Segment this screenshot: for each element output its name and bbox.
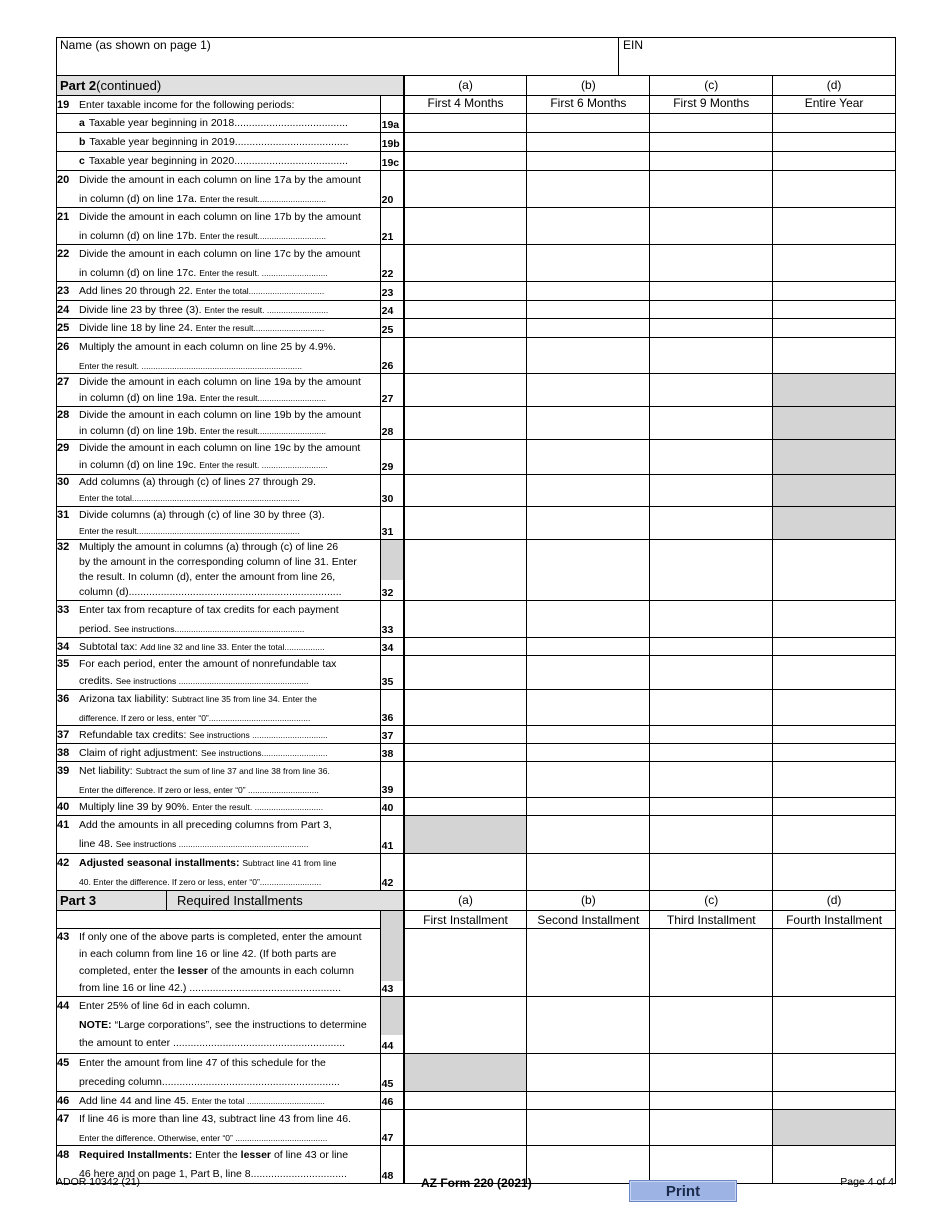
amount-input[interactable] — [404, 171, 527, 207]
amount-input[interactable] — [526, 690, 649, 725]
amount-input[interactable] — [526, 338, 649, 373]
amount-input[interactable] — [404, 638, 527, 655]
amount-input[interactable] — [649, 656, 772, 689]
amount-input[interactable] — [404, 1110, 527, 1145]
line-33-row: 33 Enter tax from recapture of tax credits for each payment period. See instructions....................................................... 33 — [57, 601, 895, 638]
amount-input[interactable] — [649, 171, 772, 207]
amount-input[interactable] — [526, 319, 649, 337]
amount-input[interactable] — [649, 245, 772, 281]
period-header: First 4 Months — [404, 96, 527, 113]
installment-header: Third Installment — [649, 911, 772, 928]
line-31-row: 31 Divide columns (a) through (c) of line 30 by three (3). Enter the result..................................................................... 31 — [57, 507, 895, 540]
amount-input[interactable] — [649, 407, 772, 439]
line-38-row: 38 Claim of right adjustment: See instructions............................ 38 — [57, 744, 895, 762]
amount-input[interactable] — [772, 744, 895, 761]
amount-input[interactable] — [526, 601, 649, 637]
amount-input[interactable] — [404, 929, 527, 996]
amount-input[interactable] — [649, 507, 772, 539]
line-20-row: 20 Divide the amount in each column on line 17a by the amount in column (d) on line 17a. Enter the result............................. 20 — [57, 171, 895, 208]
installment-header: First Installment — [404, 911, 527, 928]
amount-input[interactable] — [649, 638, 772, 655]
amount-input[interactable] — [649, 475, 772, 506]
line-32-row: 32 Multiply the amount in columns (a) through (c) of line 26 by the amount in the corresponding column of line 31. Enter the result. In column (d), enter the amount from line 26, column (d)......................................................................... 32 — [57, 540, 895, 601]
amount-input[interactable] — [404, 744, 527, 761]
print-button[interactable]: Print — [629, 1180, 737, 1202]
amount-input[interactable] — [526, 540, 649, 600]
amount-input[interactable] — [526, 245, 649, 281]
amount-input[interactable] — [649, 301, 772, 318]
amount-input[interactable] — [772, 1054, 895, 1091]
amount-input[interactable] — [404, 798, 527, 815]
amount-input[interactable] — [526, 152, 649, 170]
amount-input[interactable] — [649, 1110, 772, 1145]
column-b: (b) — [526, 76, 649, 95]
column-a: (a) — [404, 891, 527, 910]
amount-input[interactable] — [404, 133, 527, 151]
line-35-row: 35 For each period, enter the amount of nonrefundable tax credits. See instructions ....................................................... 35 — [57, 656, 895, 690]
amount-input[interactable] — [526, 301, 649, 318]
line-48-row: 48 Required Installments: Enter the lesser of line 43 or line 46 here and on page 1, Part B, line 8................................. 48 — [57, 1146, 895, 1183]
line-47-row: 47 If line 46 is more than line 43, subtract line 43 from line 46. Enter the difference. Otherwise, enter “0” ....................................... 47 — [57, 1110, 895, 1146]
amount-input[interactable] — [404, 690, 527, 725]
amount-input[interactable] — [404, 507, 527, 539]
line-27-row: 27 Divide the amount in each column on line 19a by the amount in column (d) on line 19a. Enter the result............................. 27 — [57, 374, 895, 407]
amount-input[interactable] — [404, 319, 527, 337]
amount-input[interactable] — [649, 726, 772, 743]
line-25-row: 25 Divide line 18 by line 24. Enter the result.............................. 25 — [57, 319, 895, 338]
amount-input[interactable] — [772, 245, 895, 281]
line-19-row: 19 Enter taxable income for the following periods: First 4 Months First 6 Months First 9 Months Entire Year — [57, 96, 895, 114]
amount-input[interactable] — [526, 114, 649, 132]
amount-input[interactable] — [649, 152, 772, 170]
ein-label: EIN — [623, 38, 644, 52]
amount-input[interactable] — [649, 319, 772, 337]
line-19a-row: a Taxable year beginning in 2018....................................... 19a — [57, 114, 895, 133]
amount-input[interactable] — [526, 854, 649, 890]
amount-input[interactable] — [772, 540, 895, 600]
amount-input[interactable] — [404, 301, 527, 318]
amount-input[interactable] — [404, 540, 527, 600]
line-42-row: 42 Adjusted seasonal installments: Subtract line 41 from line 40. Enter the difference. If zero or less, enter “0”.......................... 42 — [57, 854, 895, 891]
name-field[interactable] — [57, 38, 619, 75]
amount-input[interactable] — [526, 171, 649, 207]
amount-input[interactable] — [526, 208, 649, 244]
amount-input[interactable] — [649, 133, 772, 151]
amount-input[interactable] — [404, 997, 527, 1053]
amount-input[interactable] — [772, 601, 895, 637]
amount-input[interactable] — [649, 1054, 772, 1091]
amount-input[interactable] — [772, 798, 895, 815]
amount-input[interactable] — [772, 929, 895, 996]
amount-input[interactable] — [526, 1054, 649, 1091]
amount-input[interactable] — [649, 1092, 772, 1109]
amount-input[interactable] — [404, 208, 527, 244]
line-29-row: 29 Divide the amount in each column on line 19c by the amount in column (d) on line 19c. Enter the result. ............................ 29 — [57, 440, 895, 475]
amount-input[interactable] — [526, 1110, 649, 1145]
shaded-cell — [772, 475, 895, 506]
amount-input[interactable] — [404, 440, 527, 474]
amount-input[interactable] — [526, 929, 649, 996]
amount-input[interactable] — [526, 374, 649, 406]
amount-input[interactable] — [649, 997, 772, 1053]
shaded-cell — [772, 374, 895, 406]
amount-input[interactable] — [649, 1146, 772, 1183]
ein-field[interactable] — [619, 38, 895, 75]
shaded-cell — [404, 1054, 527, 1091]
shaded-cell — [772, 440, 895, 474]
line-28-row: 28 Divide the amount in each column on line 19b by the amount in column (d) on line 19b. Enter the result............................. 28 — [57, 407, 895, 440]
line-46-row: 46 Add line 44 and line 45. Enter the total ................................. 46 — [57, 1092, 895, 1110]
amount-input[interactable] — [526, 638, 649, 655]
period-header: Entire Year — [772, 96, 895, 113]
period-header: First 9 Months — [649, 96, 772, 113]
amount-input[interactable] — [649, 338, 772, 373]
column-d: (d) — [772, 891, 895, 910]
amount-input[interactable] — [772, 816, 895, 853]
amount-input[interactable] — [526, 656, 649, 689]
amount-input[interactable] — [404, 407, 527, 439]
shaded-cell — [404, 816, 527, 853]
amount-input[interactable] — [526, 997, 649, 1053]
amount-input[interactable] — [526, 726, 649, 743]
amount-input[interactable] — [404, 338, 527, 373]
amount-input[interactable] — [404, 656, 527, 689]
amount-input[interactable] — [772, 726, 895, 743]
amount-input[interactable] — [772, 208, 895, 244]
line-40-row: 40 Multiply line 39 by 90%. Enter the result. ............................. 40 — [57, 798, 895, 816]
amount-input[interactable] — [649, 282, 772, 300]
amount-input[interactable] — [772, 282, 895, 300]
amount-input[interactable] — [404, 114, 527, 132]
amount-input[interactable] — [526, 816, 649, 853]
shaded-cell — [772, 507, 895, 539]
part2-header — [57, 76, 895, 96]
line-22-row: 22 Divide the amount in each column on line 17c by the amount in column (d) on line 17c. Enter the result. ............................ 22 — [57, 245, 895, 282]
amount-input[interactable] — [772, 638, 895, 655]
amount-input[interactable] — [649, 114, 772, 132]
amount-input[interactable] — [404, 1092, 527, 1109]
amount-input[interactable] — [526, 1092, 649, 1109]
line-39-row: 39 Net liability: Subtract the sum of line 37 and line 38 from line 36. Enter the difference. If zero or less, enter “0” .............................. 39 — [57, 762, 895, 798]
amount-input[interactable] — [772, 762, 895, 797]
column-c: (c) — [649, 891, 772, 910]
line-26-row: 26 Multiply the amount in each column on line 25 by 4.9%. Enter the result. .................................................................... 26 — [57, 338, 895, 374]
amount-input[interactable] — [649, 690, 772, 725]
line-37-row: 37 Refundable tax credits: See instructions ................................ 37 — [57, 726, 895, 744]
amount-input[interactable] — [649, 540, 772, 600]
amount-input[interactable] — [772, 338, 895, 373]
amount-input[interactable] — [526, 282, 649, 300]
line-21-row: 21 Divide the amount in each column on line 17b by the amount in column (d) on line 17b. Enter the result............................. 21 — [57, 208, 895, 245]
amount-input[interactable] — [649, 374, 772, 406]
amount-input[interactable] — [649, 601, 772, 637]
column-a: (a) — [404, 76, 527, 95]
header-row — [57, 38, 895, 76]
amount-input[interactable] — [404, 475, 527, 506]
line-43-row: 43 If only one of the above parts is completed, enter the amount in each column from line 16 or line 42. (If both parts are completed, enter the lesser of the amounts in each column from line 16 or line 42.) .................................................... 43 — [57, 929, 895, 997]
line-19b-row: b Taxable year beginning in 2019....................................... 19b — [57, 133, 895, 152]
amount-input[interactable] — [772, 656, 895, 689]
amount-input[interactable] — [772, 301, 895, 318]
amount-input[interactable] — [772, 319, 895, 337]
amount-input[interactable] — [404, 374, 527, 406]
line-34-row: 34 Subtotal tax: Add line 32 and line 33. Enter the total................. 34 — [57, 638, 895, 656]
amount-input[interactable] — [526, 475, 649, 506]
column-c: (c) — [649, 76, 772, 95]
line-24-row: 24 Divide line 23 by three (3). Enter the result. .......................... 24 — [57, 301, 895, 319]
amount-input[interactable] — [649, 816, 772, 853]
amount-input[interactable] — [526, 798, 649, 815]
amount-input[interactable] — [404, 152, 527, 170]
amount-input[interactable] — [404, 601, 527, 637]
shaded-cell — [772, 407, 895, 439]
line-36-row: 36 Arizona tax liability: Subtract line 35 from line 34. Enter the difference. If zero or less, enter “0”........................................... 36 — [57, 690, 895, 726]
part3-header — [57, 891, 895, 911]
name-label: Name (as shown on page 1) — [60, 38, 211, 52]
line-19c-row: c Taxable year beginning in 2020....................................... 19c — [57, 152, 895, 171]
amount-input[interactable] — [772, 152, 895, 170]
amount-input[interactable] — [526, 133, 649, 151]
part2-title: Part 2 (continued) — [57, 76, 404, 95]
line-23-row: 23 Add lines 20 through 22. Enter the total................................ 23 — [57, 282, 895, 301]
shaded-cell — [772, 1110, 895, 1145]
line-41-row: 41 Add the amounts in all preceding columns from Part 3, line 48. See instructions ....................................................... 41 — [57, 816, 895, 854]
installment-header: Second Installment — [526, 911, 649, 928]
amount-input[interactable] — [772, 133, 895, 151]
amount-input[interactable] — [404, 762, 527, 797]
installment-header-row — [57, 911, 895, 929]
amount-input[interactable] — [649, 929, 772, 996]
column-d: (d) — [772, 76, 895, 95]
line-45-row: 45 Enter the amount from line 47 of this schedule for the preceding column............................................................. 45 — [57, 1054, 895, 1092]
amount-input[interactable] — [404, 726, 527, 743]
period-header: First 6 Months — [526, 96, 649, 113]
amount-input[interactable] — [649, 440, 772, 474]
amount-input[interactable] — [772, 171, 895, 207]
amount-input[interactable] — [526, 744, 649, 761]
amount-input[interactable] — [526, 440, 649, 474]
amount-input[interactable] — [772, 114, 895, 132]
column-b: (b) — [526, 891, 649, 910]
amount-input[interactable] — [526, 1146, 649, 1183]
amount-input[interactable] — [526, 407, 649, 439]
line-30-row: 30 Add columns (a) through (c) of lines 27 through 29. Enter the total....................................................................... 30 — [57, 475, 895, 507]
amount-input[interactable] — [526, 507, 649, 539]
amount-input[interactable] — [772, 1092, 895, 1109]
form-page — [56, 37, 896, 1184]
amount-input[interactable] — [649, 798, 772, 815]
amount-input[interactable] — [772, 997, 895, 1053]
amount-input[interactable] — [404, 282, 527, 300]
amount-input[interactable] — [404, 854, 527, 890]
amount-input[interactable] — [404, 245, 527, 281]
part3-title: Part 3 Required Installments — [57, 891, 404, 910]
amount-input[interactable] — [649, 854, 772, 890]
line-44-row: 44 Enter 25% of line 6d in each column. NOTE: “Large corporations”, see the instructions to determine the amount to enter ........................................................... 44 — [57, 997, 895, 1054]
installment-header: Fourth Installment — [772, 911, 895, 928]
page-number: Page 4 of 4 — [840, 1176, 894, 1188]
amount-input[interactable] — [772, 690, 895, 725]
form-number: ADOR 10342 (21) — [56, 1176, 141, 1188]
form-title: AZ Form 220 (2021) — [421, 1176, 532, 1190]
amount-input[interactable] — [526, 762, 649, 797]
amount-input[interactable] — [649, 762, 772, 797]
amount-input[interactable] — [772, 854, 895, 890]
amount-input[interactable] — [649, 208, 772, 244]
amount-input[interactable] — [649, 744, 772, 761]
